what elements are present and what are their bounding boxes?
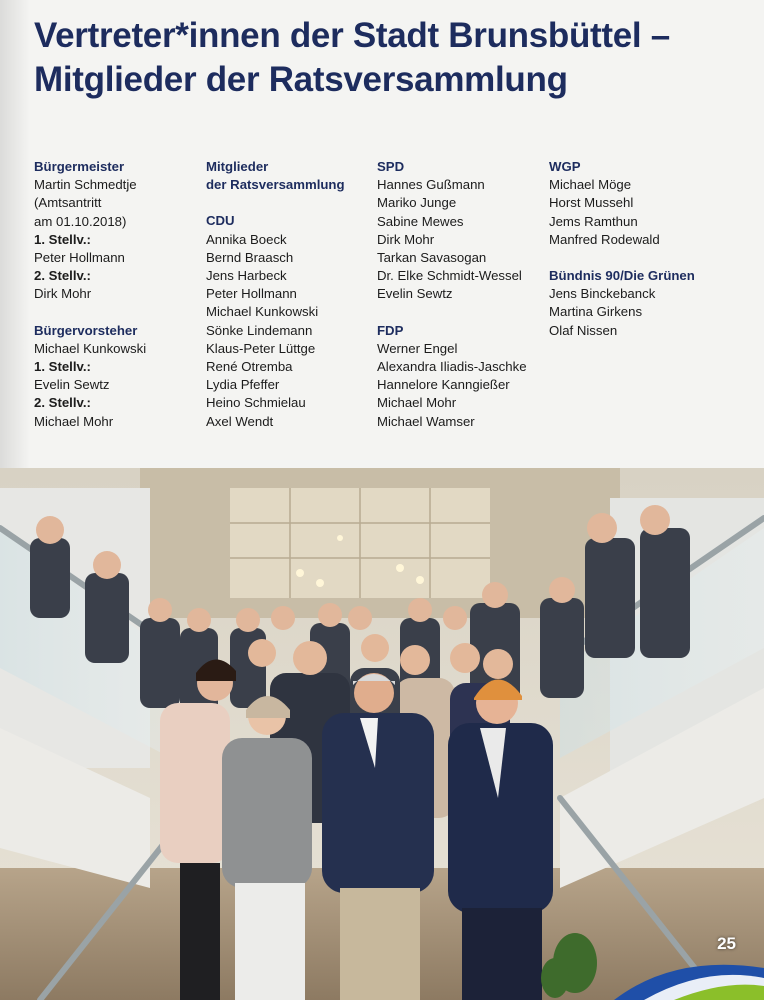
group-photo (0, 468, 764, 1000)
deputy-label: 1. Stellv.: (34, 359, 91, 375)
member-name: Bernd Braasch (206, 249, 294, 265)
member-name: Dr. Elke Schmidt-Wessel (377, 268, 522, 284)
member-name: Lydia Pfeffer (206, 377, 280, 393)
member-name: Alexandra Iliadis-Jaschke (377, 359, 527, 375)
section-spacer (377, 304, 527, 322)
column-spd-fdp (377, 158, 527, 431)
member-name: Michael Wamser (377, 413, 475, 429)
member-name: Jems Ramthun (549, 213, 638, 229)
page-title (34, 14, 744, 102)
member-name: Dirk Mohr (34, 286, 92, 302)
member-name: am 01.10.2018) (34, 213, 127, 229)
member-name: Sönke Lindemann (206, 322, 313, 338)
member-name: Dirk Mohr (377, 231, 435, 247)
section-spacer (34, 304, 146, 322)
member-name: Peter Hollmann (206, 286, 297, 302)
member-name: Michael Kunkowski (206, 304, 319, 320)
page-title-line-1: Vertreter*innen der Stadt Brunsbüttel – (34, 16, 670, 55)
page-title-line-2: Mitglieder der Ratsversammlung (34, 60, 568, 99)
member-name: Michael Mohr (34, 413, 114, 429)
deputy-label: 1. Stellv.: (34, 231, 91, 247)
page-number: 25 (717, 934, 736, 953)
section-heading: Bürgervorsteher (34, 322, 138, 338)
member-name: Evelin Sewtz (377, 286, 453, 302)
member-name: Annika Boeck (206, 231, 287, 247)
member-name: Martina Girkens (549, 304, 643, 320)
corner-swoosh-decoration (614, 944, 764, 1000)
member-name: Sabine Mewes (377, 213, 464, 229)
member-name: Michael Mohr (377, 395, 457, 411)
deputy-label: 2. Stellv.: (34, 268, 91, 284)
member-name: Manfred Rodewald (549, 231, 660, 247)
section-heading: Bündnis 90/Die Grünen (549, 268, 695, 284)
section-spacer (206, 194, 345, 212)
member-name: Klaus-Peter Lüttge (206, 340, 316, 356)
section-heading: WGP (549, 159, 581, 174)
column-wgp-gruene (549, 158, 695, 340)
member-name: Hannes Gußmann (377, 177, 485, 193)
member-name: Werner Engel (377, 340, 458, 356)
member-name: Martin Schmedtje (34, 177, 137, 193)
member-name: Horst Mussehl (549, 195, 634, 211)
section-heading: CDU (206, 213, 235, 229)
group-photo-illustration (0, 468, 764, 1000)
page-gutter-shadow (0, 0, 30, 470)
section-heading: FDP (377, 322, 404, 338)
member-name: Michael Kunkowski (34, 340, 147, 356)
member-name: Axel Wendt (206, 413, 274, 429)
section-spacer (549, 249, 695, 267)
member-name: Jens Harbeck (206, 268, 287, 284)
section-heading: SPD (377, 159, 405, 174)
member-name: Heino Schmielau (206, 395, 306, 411)
member-name: Hannelore Kanngießer (377, 377, 510, 393)
deputy-label: 2. Stellv.: (34, 395, 91, 411)
section-heading: Mitglieder (206, 159, 269, 174)
member-name: Mariko Junge (377, 195, 457, 211)
member-name: Tarkan Savasogan (377, 250, 487, 266)
member-name: René Otremba (206, 359, 293, 375)
member-name: Evelin Sewtz (34, 377, 110, 393)
member-name: Jens Binckebanck (549, 286, 656, 302)
member-name: Peter Hollmann (34, 250, 125, 266)
column-mayor-and-chair (34, 158, 146, 431)
member-name: Olaf Nissen (549, 322, 618, 338)
column-council-cdu (206, 158, 345, 431)
section-heading: der Ratsversammlung (206, 177, 345, 193)
section-heading: Bürgermeister (34, 159, 125, 174)
member-name: (Amtsantritt (34, 195, 102, 211)
member-name: Michael Möge (549, 177, 632, 193)
